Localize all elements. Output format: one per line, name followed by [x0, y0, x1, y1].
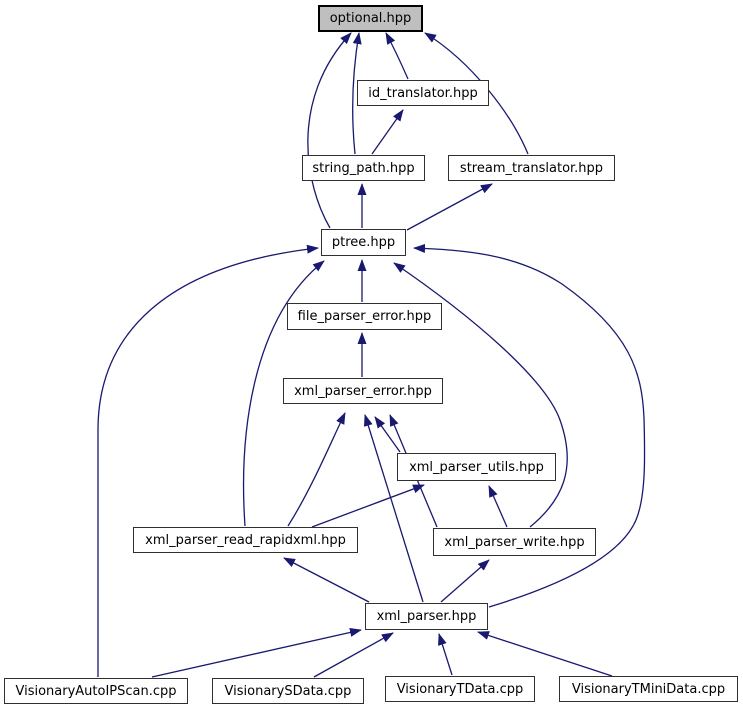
edge-visionary_auto_ip_scan-to-ptree	[98, 248, 318, 677]
edge-visionary_tmini-to-xml_parser	[478, 632, 612, 676]
edge-visionary_tdata-to-xml_parser	[439, 634, 452, 675]
edge-visionary_sdata-to-xml_parser	[314, 633, 393, 677]
node-file-parser-error-hpp-label: file_parser_error.hpp	[297, 309, 432, 324]
edge-xml_parser-to-xml_parser_read_rapidxml	[284, 558, 369, 602]
node-xml-parser-write-hpp-label: xml_parser_write.hpp	[444, 534, 585, 550]
edge-string_path-to-id_translator	[372, 110, 403, 154]
node-ptree-hpp-label: ptree.hpp	[331, 235, 396, 250]
edge-xml_parser_write-to-xml_parser_utils	[489, 486, 507, 527]
node-visionary-tmini-data-cpp[interactable]	[559, 676, 738, 702]
edge-visionary_auto_ip_scan-to-xml_parser	[152, 630, 361, 677]
node-xml-parser-error-hpp-label: xml_parser_error.hpp	[294, 383, 432, 399]
node-xml-parser-write-hpp[interactable]	[433, 528, 596, 556]
node-id-translator-hpp[interactable]	[357, 80, 489, 106]
node-xml-parser-utils-hpp-label: xml_parser_utils.hpp	[409, 459, 544, 475]
edge-id_translator-to-optional	[386, 33, 408, 79]
node-xml-parser-utils-hpp[interactable]	[397, 453, 556, 481]
edge-ptree-to-optional	[308, 33, 351, 228]
node-visionary-auto-ip-scan-cpp-label: VisionaryAutoIPScan.cpp	[15, 683, 177, 699]
node-file-parser-error-hpp[interactable]	[287, 303, 442, 330]
node-xml-parser-error-hpp[interactable]	[283, 378, 443, 404]
node-xml-parser-read-rapidxml-hpp[interactable]	[133, 527, 358, 553]
node-id-translator-hpp-label: id_translator.hpp	[368, 85, 478, 101]
node-visionary-sdata-cpp-label: VisionarySData.cpp	[224, 683, 352, 699]
node-optional-hpp-label: optional.hpp	[329, 11, 412, 26]
node-visionary-sdata-cpp[interactable]	[212, 678, 364, 704]
node-string-path-hpp-label: string_path.hpp	[312, 160, 415, 176]
node-xml-parser-read-rapidxml-hpp-label: xml_parser_read_rapidxml.hpp	[145, 532, 346, 548]
node-stream-translator-hpp-label: stream_translator.hpp	[459, 160, 604, 176]
node-xml-parser-hpp-label: xml_parser.hpp	[376, 609, 477, 624]
node-xml-parser-hpp[interactable]	[365, 603, 488, 630]
node-string-path-hpp[interactable]	[302, 155, 425, 181]
node-ptree-hpp[interactable]	[321, 229, 406, 256]
node-visionary-auto-ip-scan-cpp[interactable]	[4, 678, 188, 704]
edge-xml_parser-to-xml_parser_write	[441, 560, 489, 602]
edge-xml_parser_utils-to-xml_parser_error	[375, 417, 400, 452]
node-visionary-tdata-cpp-label: VisionaryTData.cpp	[396, 681, 524, 697]
node-visionary-tdata-cpp[interactable]	[385, 676, 535, 702]
node-stream-translator-hpp[interactable]	[448, 155, 615, 181]
edge-xml_parser_read_rapidxml-to-xml_parser_error	[288, 413, 345, 526]
node-optional-hpp[interactable]	[318, 5, 423, 32]
edge-xml_parser_read_rapidxml-to-xml_parser_utils	[312, 485, 424, 527]
edge-ptree-to-stream_translator	[407, 184, 492, 230]
node-visionary-tmini-data-cpp-label: VisionaryTMiniData.cpp	[571, 681, 726, 697]
